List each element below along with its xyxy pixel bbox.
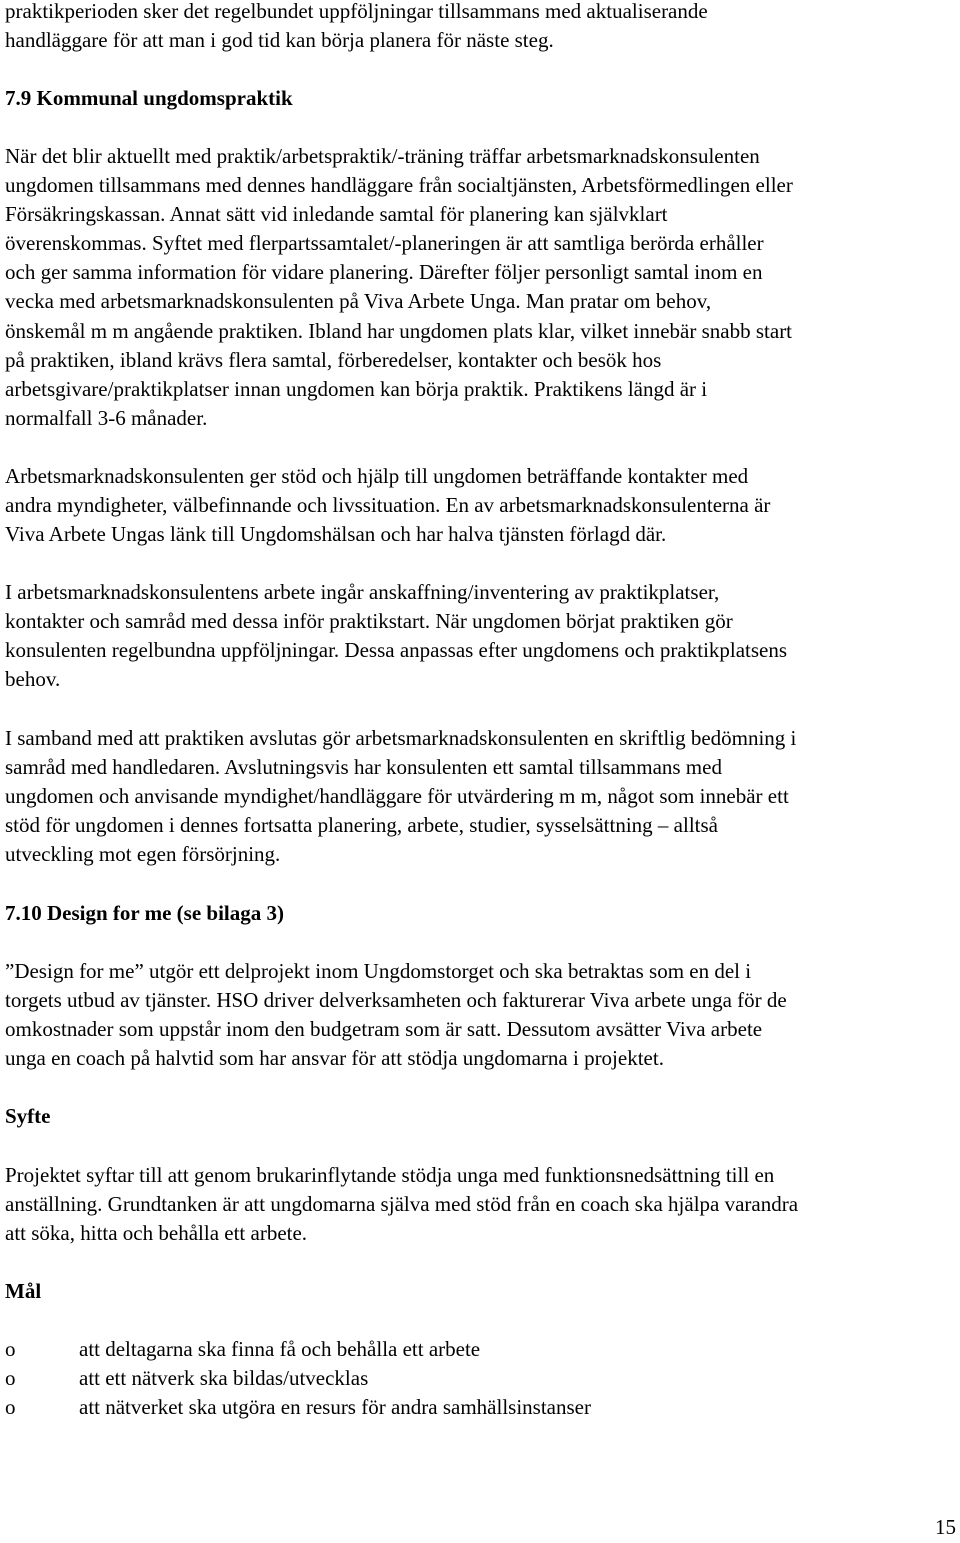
text-line: och ger samma information för vidare planering. Därefter följer personligt samtal inom en bbox=[5, 260, 763, 285]
syfte-heading: Syfte bbox=[5, 1104, 51, 1128]
text-line: omkostnader som uppstår inom den budgetram som är satt. Dessutom avsätter Viva arbete bbox=[5, 1017, 763, 1042]
text-line: ungdomen tillsammans med dennes handläggare från socialtjänsten, Arbetsförmedlingen eller bbox=[5, 173, 793, 198]
intro-line: praktikperioden sker det regelbundet uppföljningar tillsammans med aktualiserande bbox=[5, 0, 708, 23]
text-line: torgets utbud av tjänster. HSO driver delverksamheten och fakturerar Viva arbete unga för de bbox=[5, 988, 787, 1013]
text-line: överenskommas. Syftet med flerpartssamtalet/-planeringen är att samtliga berörda erhåller bbox=[5, 231, 764, 256]
text-line: vecka med arbetsmarknadskonsulenten på Viva Arbete Unga. Man pratar om behov, bbox=[5, 289, 712, 314]
text-line: normalfall 3-6 månader. bbox=[5, 405, 208, 430]
text-line: behov. bbox=[5, 667, 61, 692]
intro-line: handläggare för att man i god tid kan börja planera för näste steg. bbox=[5, 28, 554, 53]
text-line: I samband med att praktiken avslutas gör arbetsmarknadskonsulenten en skriftlig bedömning i bbox=[5, 726, 797, 750]
section-7-10-paragraph bbox=[5, 957, 787, 1073]
text-line: I arbetsmarknadskonsulentens arbete ingår anskaffning/inventering av praktikplatser, bbox=[5, 580, 720, 604]
bullet-marker: o bbox=[5, 1395, 16, 1420]
text-line: att söka, hitta och behålla ett arbete. bbox=[5, 1221, 308, 1246]
intro-paragraph bbox=[5, 0, 708, 55]
text-line: ungdomen och anvisande myndighet/handläggare för utvärdering m m, något som innebär ett bbox=[5, 784, 789, 809]
text-line: samråd med handledaren. Avslutningsvis har konsulenten ett samtal tillsammans med bbox=[5, 755, 722, 780]
text-line: arbetsgivare/praktikplatser innan ungdomen kan börja praktik. Praktikens längd är i bbox=[5, 376, 708, 401]
text-line: önskemål m m angående praktiken. Ibland har ungdomen plats klar, vilket innebär snabb start bbox=[5, 318, 793, 343]
text-line: Projektet syftar till att genom brukarinflytande stödja unga med funktionsnedsättning till en bbox=[5, 1163, 775, 1187]
text-line: på praktiken, ibland krävs flera samtal, förberedelser, kontakter och besök hos bbox=[5, 347, 662, 372]
list-item bbox=[5, 1364, 591, 1393]
text-line: Viva Arbete Ungas länk till Ungdomshälsan och har halva tjänsten förlagd där. bbox=[5, 522, 667, 547]
page-number: 15 bbox=[935, 1515, 956, 1539]
text-line: Försäkringskassan. Annat sätt vid inledande samtal för planering kan självklart bbox=[5, 202, 668, 227]
section-7-9-paragraph-1 bbox=[5, 142, 793, 433]
list-item-text: att deltagarna ska finna få och behålla ett arbete bbox=[79, 1337, 481, 1361]
text-line: andra myndigheter, välbefinnande och livssituation. En av arbetsmarknadskonsulenterna är bbox=[5, 493, 771, 518]
mal-heading: Mål bbox=[5, 1279, 42, 1303]
list-item bbox=[5, 1335, 591, 1364]
text-line: unga en coach på halvtid som har ansvar för att stödja ungdomarna i projektet. bbox=[5, 1046, 664, 1071]
text-line: stöd för ungdomen i dennes fortsatta planering, arbete, studier, sysselsättning – alltså bbox=[5, 813, 718, 838]
list-item bbox=[5, 1393, 591, 1422]
section-heading-7-9: 7.9 Kommunal ungdomspraktik bbox=[5, 86, 293, 110]
text-line: kontakter och samråd med dessa inför praktikstart. När ungdomen börjat praktiken gör bbox=[5, 609, 733, 634]
section-7-9-paragraph-4 bbox=[5, 724, 796, 869]
list-item-text: att nätverket ska utgöra en resurs för andra samhällsinstanser bbox=[79, 1395, 591, 1420]
text-line: konsulenten regelbundna uppföljningar. Dessa anpassas efter ungdomens och praktikplatsens bbox=[5, 638, 788, 663]
bullet-marker: o bbox=[5, 1366, 16, 1391]
text-line: utveckling mot egen försörjning. bbox=[5, 842, 281, 867]
section-7-9-paragraph-2 bbox=[5, 462, 770, 549]
text-line: Arbetsmarknadskonsulenten ger stöd och hjälp till ungdomen beträffande kontakter med bbox=[5, 464, 749, 488]
section-7-9-paragraph-3 bbox=[5, 578, 787, 694]
syfte-paragraph bbox=[5, 1161, 798, 1248]
bullet-marker: o bbox=[5, 1337, 16, 1361]
text-line: ”Design for me” utgör ett delprojekt inom Ungdomstorget och ska betraktas som en del i bbox=[5, 959, 752, 983]
section-heading-7-10: 7.10 Design for me (se bilaga 3) bbox=[5, 901, 284, 925]
text-line: anställning. Grundtanken är att ungdomarna själva med stöd från en coach ska hjälpa varandra bbox=[5, 1192, 799, 1217]
goals-list bbox=[5, 1335, 591, 1422]
list-item-text: att ett nätverk ska bildas/utvecklas bbox=[79, 1366, 369, 1391]
text-line: När det blir aktuellt med praktik/arbetspraktik/-träning träffar arbetsmarknadskonsulenten bbox=[5, 144, 760, 168]
